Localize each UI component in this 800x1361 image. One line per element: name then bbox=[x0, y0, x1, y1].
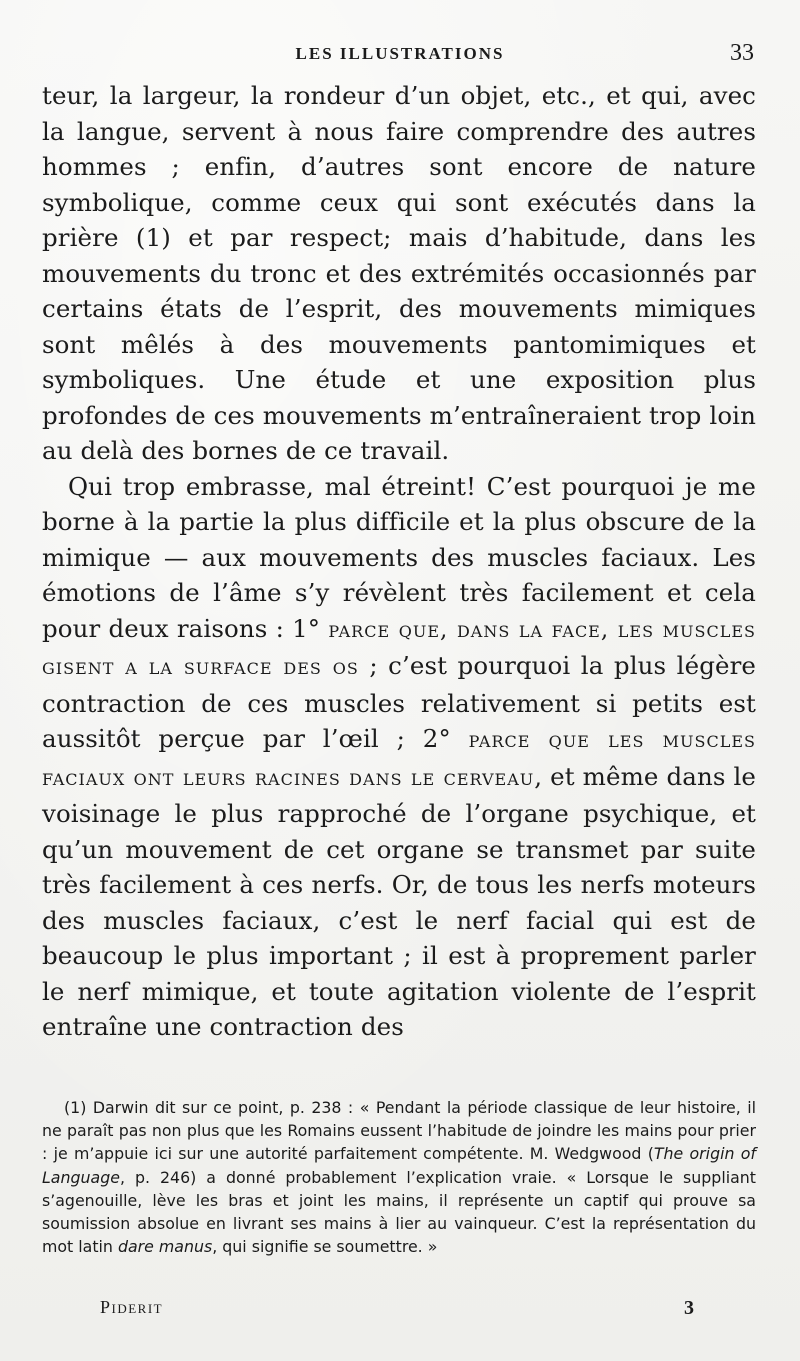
paragraph-2 bbox=[42, 469, 756, 1045]
footnote-1-text-a: (1) Darwin dit sur ce point, p. 238 : « Pendant la période classique de leur histoire, il ne paraît pas non plus que les Romains eussent l’habitude de joindre les mains pour prier : je m’appuie ici sur une autorité parfaitement compétente. M. Wedgwood ( bbox=[42, 1098, 756, 1164]
footnote-1 bbox=[42, 1096, 756, 1258]
footnote-1-book-title: The origin of Language bbox=[42, 1144, 756, 1187]
running-title: LES ILLUSTRATIONS bbox=[295, 44, 505, 63]
page-footer bbox=[100, 1297, 700, 1327]
page-header bbox=[42, 40, 758, 74]
paragraph-2-text-c: , et même dans le voisinage le plus rapproché de l’organe psychique, et qu’un mouvement de cet organe se transmet par suite très facilement à ces nerfs. Or, de tous les nerfs moteurs des muscles faciaux, c’est le nerf facial qui est de beaucoup le plus important ; il est à proprement parler le nerf mimique, et toute agitation violente de l’esprit entraîne une contraction des bbox=[42, 761, 756, 1041]
paragraph-2-text-b: ; c’est pourquoi la plus légère contraction de ces muscles relativement si petits est aussitôt perçue par l’œil ; 2° bbox=[42, 651, 756, 753]
body-text bbox=[42, 78, 756, 1045]
footnote-1-text-b: , p. 246) a donné probablement l’explication vraie. « Lorsque le suppliant s’agenouille, lève les bras et joint les mains, il représente un captif qui prouve sa soumission absolue en livrant ses mains à lier au vainqueur. C’est la représentation du mot latin bbox=[42, 1167, 756, 1257]
footer-author: Piderit bbox=[100, 1297, 164, 1317]
paragraph-1 bbox=[42, 78, 756, 469]
footnotes bbox=[42, 1096, 756, 1258]
paragraph-1-text: teur, la largeur, la rondeur d’un objet, etc., et qui, avec la langue, servent à nous faire comprendre des autres hommes ; enfin, d’autres sont encore de nature symbolique, comme ceux qui sont exécutés dans la prière (1) et par respect; mais d’habitude, dans les mouvements du tronc et des extrémités occasionnés par certains états de l’esprit, des mouvements mimiques sont mêlés à des mouvements pantomimiques et symboliques. Une étude et une exposition plus profondes de ces mouvements m’entraîneraient trop loin au delà des bornes de ce travail. bbox=[42, 81, 756, 465]
page-number: 33 bbox=[730, 40, 754, 66]
footnote-1-latin-phrase: dare manus bbox=[117, 1237, 213, 1257]
paragraph-2-text-a: Qui trop embrasse, mal étreint! C’est pourquoi je me borne à la partie la plus difficile et la plus obscure de la mimique — aux mouvements des muscles faciaux. Les émotions de l’âme s’y révèlent très facilement et cela pour deux raisons : 1° bbox=[42, 471, 756, 643]
footer-signature-number: 3 bbox=[684, 1297, 694, 1319]
paragraph-2-smallcaps-1: parce que, dans la face, les muscles gisent a la surface des os bbox=[42, 616, 756, 680]
paragraph-2-smallcaps-2: parce que les muscles faciaux ont leurs racines dans le cerveau bbox=[42, 727, 756, 791]
footnote-1-text-c: , qui signifie se soumettre. » bbox=[212, 1237, 438, 1257]
